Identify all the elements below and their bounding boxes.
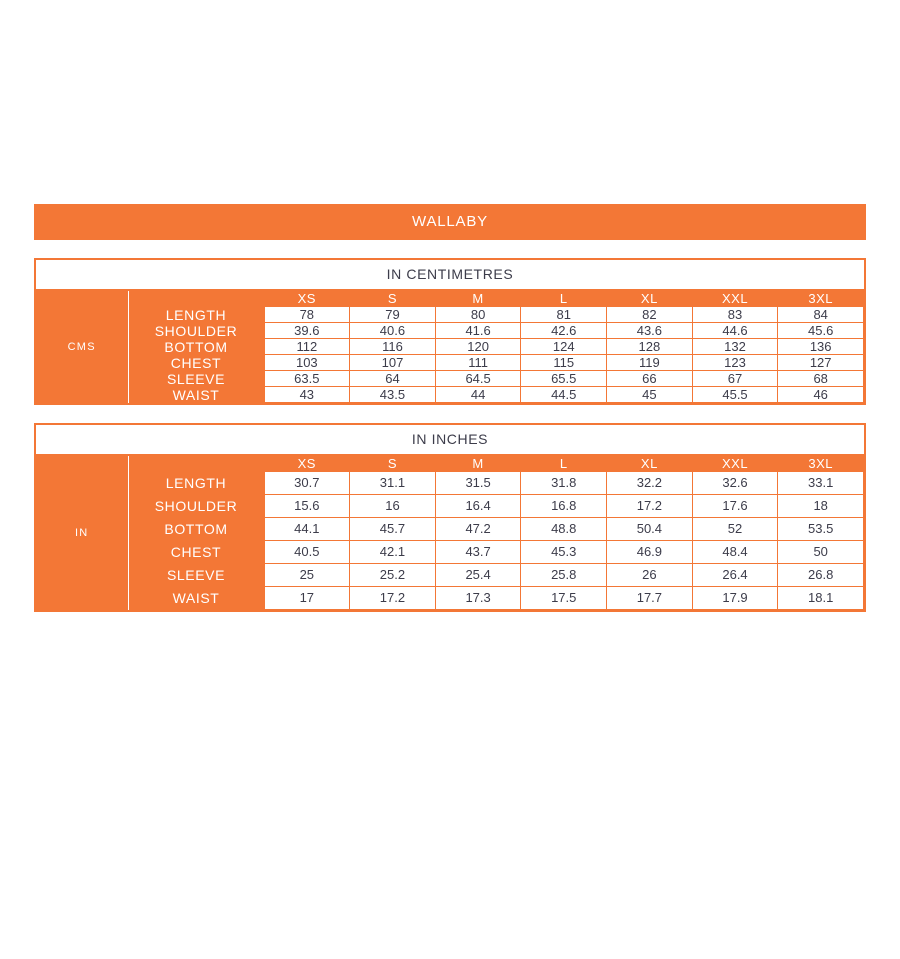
table-heading-inches: IN INCHES	[36, 425, 864, 456]
table-row	[36, 495, 864, 518]
cell-bottom-xl: 50.4	[607, 518, 693, 541]
cell-chest-xl: 46.9	[607, 541, 693, 564]
cell-shoulder-xs: 15.6	[264, 495, 350, 518]
row-label-shoulder: SHOULDER	[128, 495, 264, 518]
row-label-chest: CHEST	[128, 355, 264, 371]
cell-sleeve-l: 25.8	[521, 564, 607, 587]
cell-length-s: 79	[350, 307, 436, 323]
column-header-3xl: 3XL	[778, 291, 864, 307]
table-header-row	[36, 291, 864, 307]
cell-sleeve-xxl: 67	[692, 371, 778, 387]
table-row	[36, 541, 864, 564]
cell-shoulder-s: 40.6	[350, 323, 436, 339]
cell-shoulder-xl: 17.2	[607, 495, 693, 518]
column-header-xl: XL	[607, 456, 693, 472]
size-table-centimetres	[34, 258, 866, 405]
cell-shoulder-xxl: 17.6	[692, 495, 778, 518]
cell-sleeve-xl: 66	[607, 371, 693, 387]
cell-sleeve-m: 64.5	[435, 371, 521, 387]
cell-waist-m: 44	[435, 387, 521, 403]
cell-chest-xl: 119	[607, 355, 693, 371]
cell-shoulder-xs: 39.6	[264, 323, 350, 339]
cell-waist-xl: 17.7	[607, 587, 693, 610]
cell-length-3xl: 84	[778, 307, 864, 323]
cell-waist-l: 17.5	[521, 587, 607, 610]
row-label-length: LENGTH	[128, 472, 264, 495]
cell-bottom-3xl: 53.5	[778, 518, 864, 541]
brand-title-bar: WALLABY	[34, 204, 866, 240]
table-row	[36, 339, 864, 355]
cell-chest-3xl: 50	[778, 541, 864, 564]
row-label-bottom: BOTTOM	[128, 339, 264, 355]
cell-chest-xxl: 123	[692, 355, 778, 371]
cell-bottom-m: 47.2	[435, 518, 521, 541]
cell-chest-xxl: 48.4	[692, 541, 778, 564]
cell-bottom-xs: 44.1	[264, 518, 350, 541]
row-label-sleeve: SLEEVE	[128, 371, 264, 387]
column-header-xl: XL	[607, 291, 693, 307]
cell-chest-xs: 40.5	[264, 541, 350, 564]
column-header-l: L	[521, 456, 607, 472]
cell-waist-s: 43.5	[350, 387, 436, 403]
column-header-xs: XS	[264, 456, 350, 472]
table-row	[36, 307, 864, 323]
cell-shoulder-l: 16.8	[521, 495, 607, 518]
column-header-s: S	[350, 456, 436, 472]
cell-waist-m: 17.3	[435, 587, 521, 610]
cell-bottom-xs: 112	[264, 339, 350, 355]
cell-shoulder-s: 16	[350, 495, 436, 518]
table-heading-centimetres: IN CENTIMETRES	[36, 260, 864, 291]
cell-length-m: 80	[435, 307, 521, 323]
cell-sleeve-xs: 25	[264, 564, 350, 587]
row-label-sleeve: SLEEVE	[128, 564, 264, 587]
row-label-chest: CHEST	[128, 541, 264, 564]
header-spacer	[128, 456, 264, 472]
cell-shoulder-m: 16.4	[435, 495, 521, 518]
cell-waist-3xl: 18.1	[778, 587, 864, 610]
cell-shoulder-l: 42.6	[521, 323, 607, 339]
cell-sleeve-s: 25.2	[350, 564, 436, 587]
cell-sleeve-l: 65.5	[521, 371, 607, 387]
cell-waist-xs: 43	[264, 387, 350, 403]
cell-bottom-l: 124	[521, 339, 607, 355]
cell-chest-3xl: 127	[778, 355, 864, 371]
cell-waist-xxl: 45.5	[692, 387, 778, 403]
cell-shoulder-3xl: 45.6	[778, 323, 864, 339]
table-row	[36, 355, 864, 371]
unit-label-in: IN	[36, 456, 128, 610]
table-row	[36, 387, 864, 403]
cell-bottom-3xl: 136	[778, 339, 864, 355]
cell-bottom-s: 116	[350, 339, 436, 355]
cell-length-l: 31.8	[521, 472, 607, 495]
size-table-inches	[34, 423, 866, 612]
cell-chest-s: 107	[350, 355, 436, 371]
cell-sleeve-3xl: 26.8	[778, 564, 864, 587]
row-label-waist: WAIST	[128, 387, 264, 403]
cell-sleeve-s: 64	[350, 371, 436, 387]
cell-bottom-xxl: 132	[692, 339, 778, 355]
row-label-shoulder: SHOULDER	[128, 323, 264, 339]
column-header-xxl: XXL	[692, 456, 778, 472]
cell-waist-xxl: 17.9	[692, 587, 778, 610]
cell-length-xs: 78	[264, 307, 350, 323]
unit-label-cms: CMS	[36, 291, 128, 403]
column-header-xs: XS	[264, 291, 350, 307]
cell-chest-l: 115	[521, 355, 607, 371]
row-label-bottom: BOTTOM	[128, 518, 264, 541]
cell-bottom-xl: 128	[607, 339, 693, 355]
column-header-m: M	[435, 456, 521, 472]
cell-sleeve-3xl: 68	[778, 371, 864, 387]
row-label-waist: WAIST	[128, 587, 264, 610]
cell-length-m: 31.5	[435, 472, 521, 495]
cell-waist-xs: 17	[264, 587, 350, 610]
cell-shoulder-3xl: 18	[778, 495, 864, 518]
cell-length-xs: 30.7	[264, 472, 350, 495]
size-chart-page	[34, 204, 866, 612]
cell-chest-m: 111	[435, 355, 521, 371]
cell-waist-s: 17.2	[350, 587, 436, 610]
table-row	[36, 323, 864, 339]
cell-chest-l: 45.3	[521, 541, 607, 564]
cell-sleeve-xs: 63.5	[264, 371, 350, 387]
table-header-row	[36, 456, 864, 472]
cell-length-s: 31.1	[350, 472, 436, 495]
cell-length-xxl: 32.6	[692, 472, 778, 495]
cell-length-xxl: 83	[692, 307, 778, 323]
cell-bottom-s: 45.7	[350, 518, 436, 541]
column-header-s: S	[350, 291, 436, 307]
column-header-m: M	[435, 291, 521, 307]
table-row	[36, 518, 864, 541]
cell-shoulder-m: 41.6	[435, 323, 521, 339]
cell-chest-s: 42.1	[350, 541, 436, 564]
cell-shoulder-xl: 43.6	[607, 323, 693, 339]
cell-waist-l: 44.5	[521, 387, 607, 403]
cell-length-3xl: 33.1	[778, 472, 864, 495]
table-row	[36, 371, 864, 387]
table-row	[36, 564, 864, 587]
table-row	[36, 587, 864, 610]
row-label-length: LENGTH	[128, 307, 264, 323]
table-row	[36, 472, 864, 495]
table-centimetres	[36, 291, 864, 403]
cell-bottom-m: 120	[435, 339, 521, 355]
cell-bottom-l: 48.8	[521, 518, 607, 541]
cell-sleeve-xl: 26	[607, 564, 693, 587]
column-header-xxl: XXL	[692, 291, 778, 307]
cell-chest-m: 43.7	[435, 541, 521, 564]
cell-waist-xl: 45	[607, 387, 693, 403]
cell-length-xl: 82	[607, 307, 693, 323]
cell-bottom-xxl: 52	[692, 518, 778, 541]
table-inches	[36, 456, 864, 610]
cell-waist-3xl: 46	[778, 387, 864, 403]
cell-length-l: 81	[521, 307, 607, 323]
cell-sleeve-xxl: 26.4	[692, 564, 778, 587]
cell-sleeve-m: 25.4	[435, 564, 521, 587]
cell-shoulder-xxl: 44.6	[692, 323, 778, 339]
cell-chest-xs: 103	[264, 355, 350, 371]
column-header-l: L	[521, 291, 607, 307]
cell-length-xl: 32.2	[607, 472, 693, 495]
column-header-3xl: 3XL	[778, 456, 864, 472]
header-spacer	[128, 291, 264, 307]
